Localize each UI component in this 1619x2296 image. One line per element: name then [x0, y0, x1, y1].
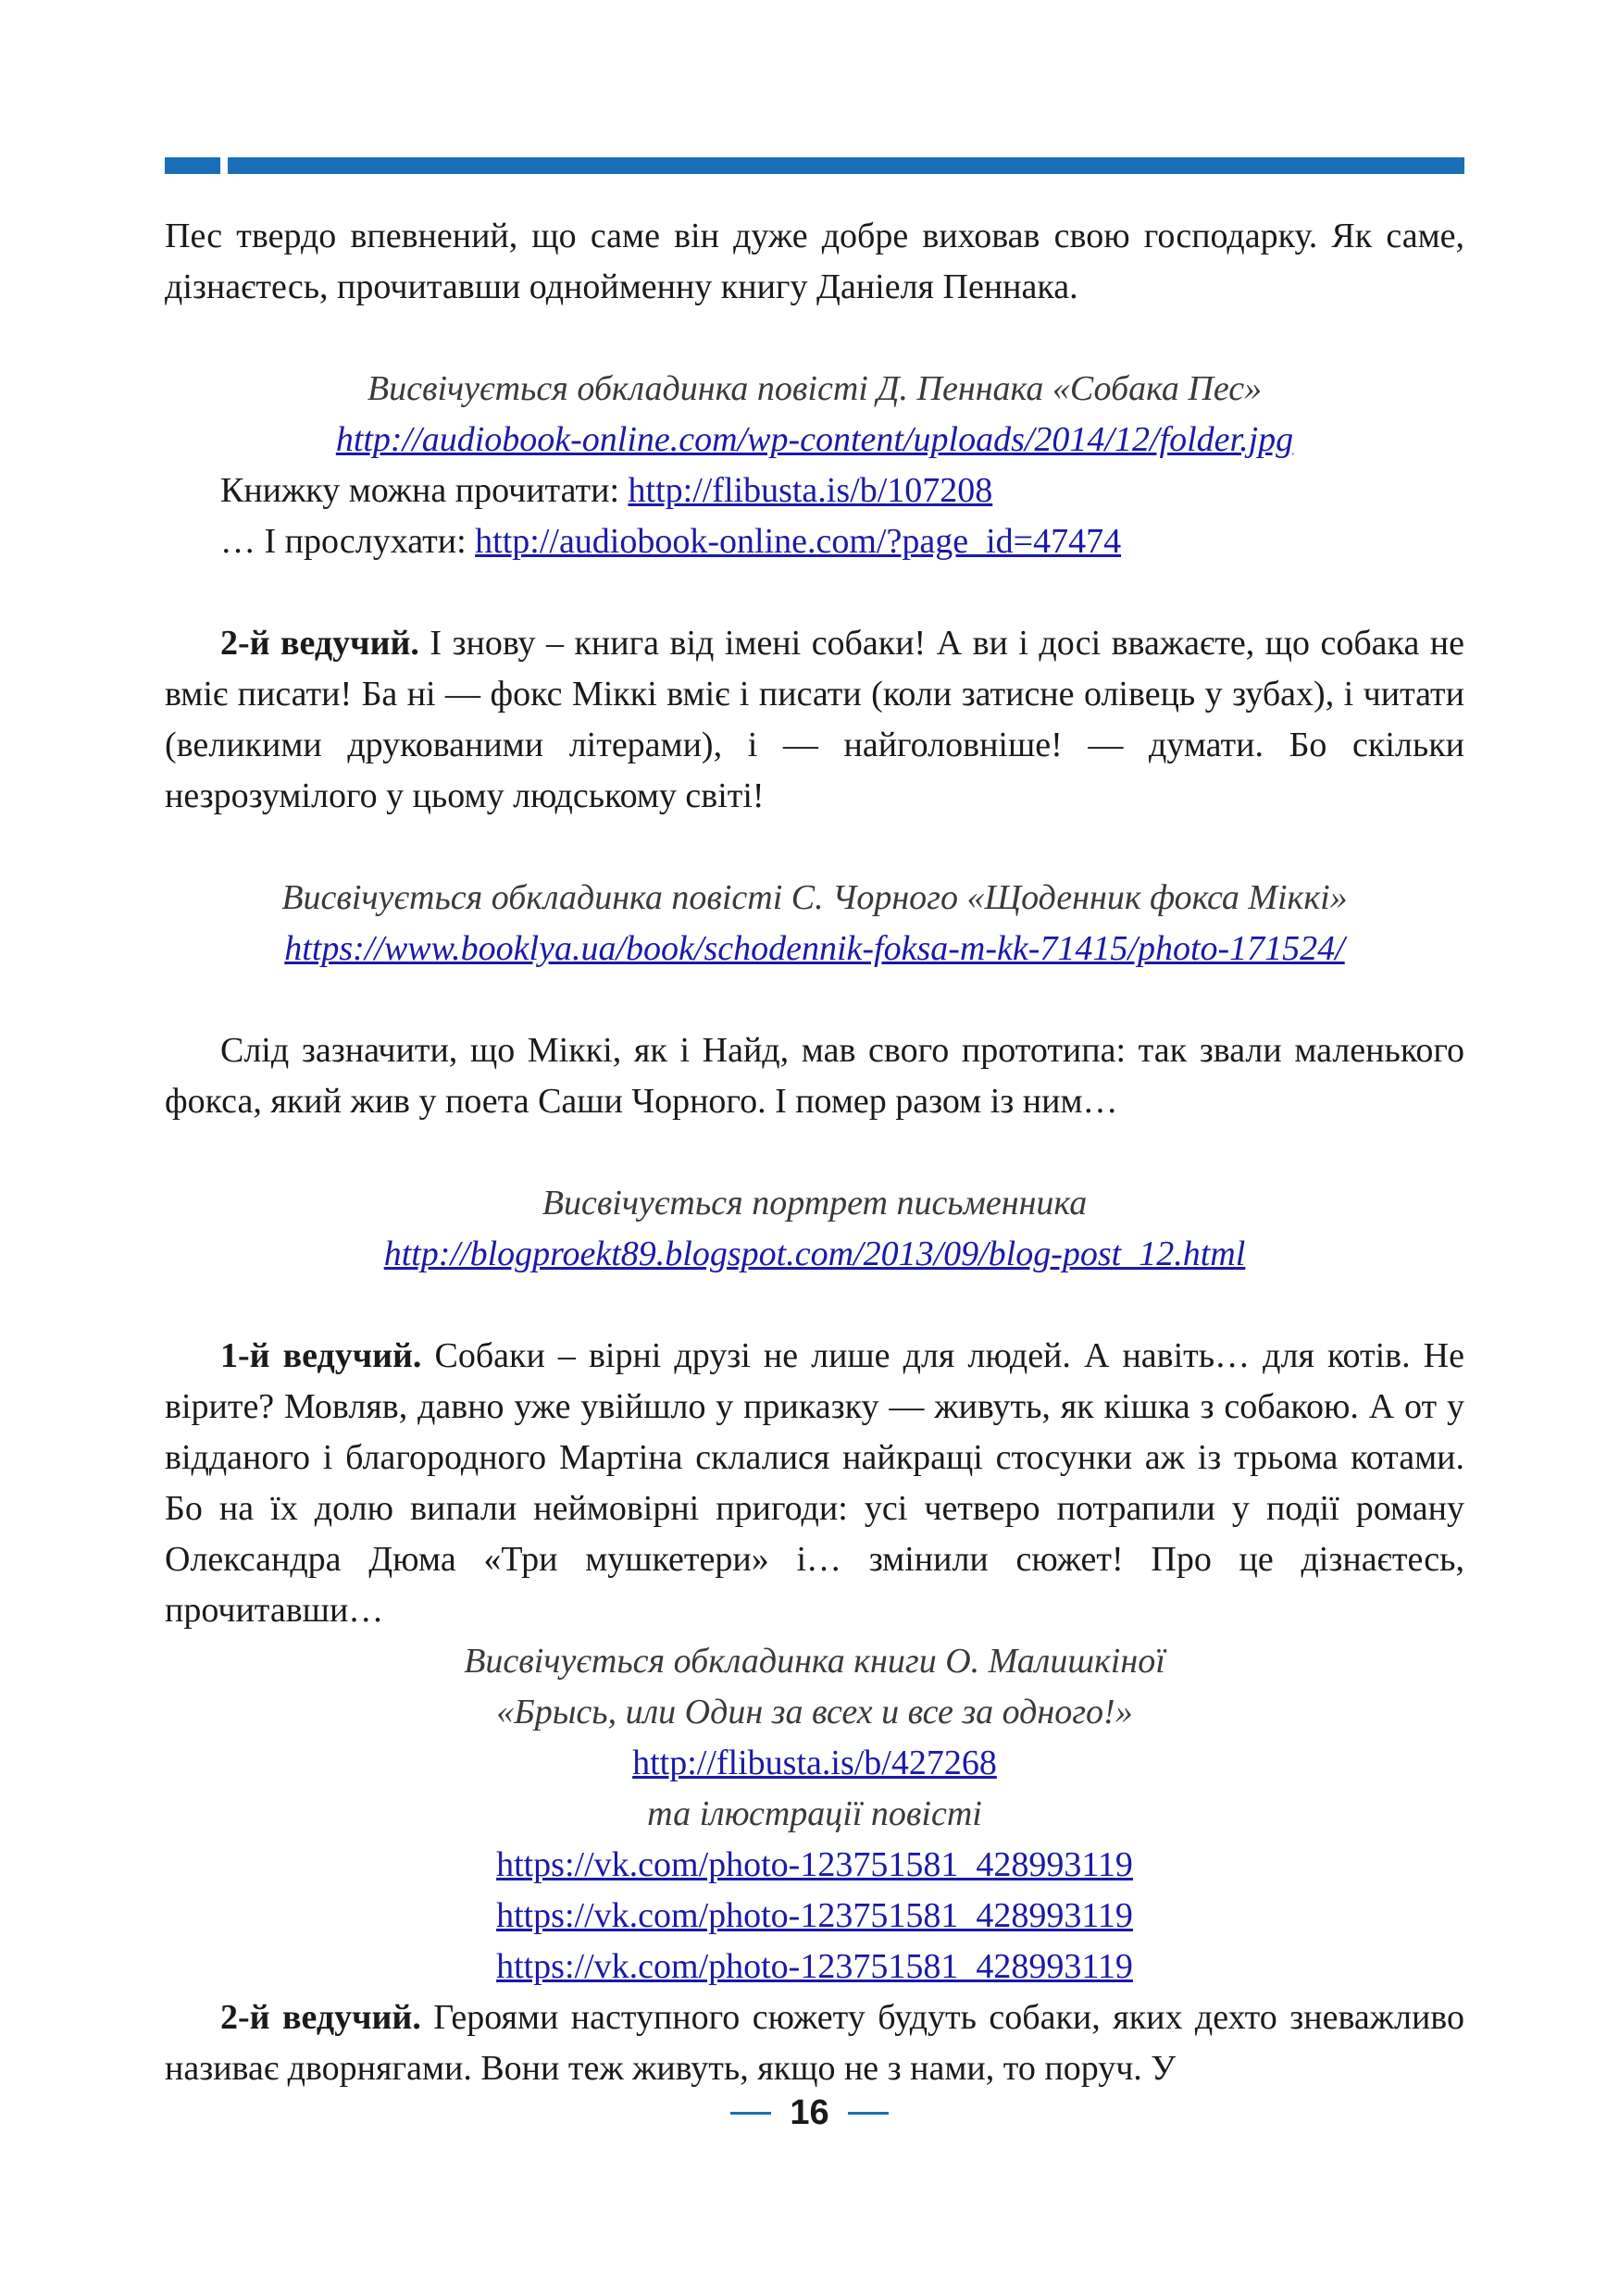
speaker-label-2b: 2-й ведучий.	[220, 1998, 421, 2037]
page-number: 16	[790, 2093, 829, 2132]
link-cover-2[interactable]: https://www.booklya.ua/book/schodennik-foksa-m-kk-71415/photo-171524/	[284, 929, 1345, 968]
listen-label: … І прослухати:	[220, 522, 476, 561]
illustrations-note: та ілюстрації повісті	[647, 1794, 982, 1833]
speaker-label-1: 1-й ведучий.	[220, 1336, 422, 1375]
paragraph-2	[165, 618, 1464, 822]
cover-note-1: Висвічується обкладинка повісті Д. Пеннака «Собака Пес»	[367, 369, 1263, 408]
page-content	[165, 211, 1464, 2094]
link-listen[interactable]: http://audiobook-online.com/?page_id=47474	[475, 522, 1122, 561]
header-bar-right	[228, 157, 1464, 174]
link-vk-1[interactable]: https://vk.com/photo-123751581_428993119	[496, 1845, 1133, 1884]
read-label: Книжку можна прочитати:	[220, 471, 629, 510]
link-cover-1[interactable]: http://audiobook-online.com/wp-content/uploads/2014/12/folder.jpg	[335, 420, 1294, 459]
portrait-note: Висвічується портрет письменника	[542, 1184, 1088, 1222]
footer-dash-left	[730, 2112, 771, 2115]
paragraph-1: Пес твердо впевнений, що саме він дуже добре виховав свою господарку. Як саме, дізнаєтесь, прочитавши однойменну книгу Даніеля Пеннака.	[165, 217, 1464, 306]
link-book-4[interactable]: http://flibusta.is/b/427268	[632, 1744, 997, 1782]
page-footer	[0, 2093, 1619, 2133]
cover-note-4a: Висвічується обкладинка книги О. Малишкіної	[464, 1642, 1165, 1681]
paragraph-3: Слід зазначити, що Міккі, як і Найд, мав свого прототипа: так звали маленького фокса, який жив у поета Саши Чорного. І помер разом із ним…	[165, 1031, 1464, 1121]
paragraph-5	[165, 1992, 1464, 2094]
footer-dash-right	[848, 2112, 889, 2115]
read-line	[165, 465, 1464, 516]
listen-line	[165, 516, 1464, 567]
cover-note-4b: «Брысь, или Один за всех и все за одного!»	[496, 1693, 1133, 1731]
paragraph-4-text: Собаки – вірні друзі не лише для людей. А навіть… для котів. Не вірите? Мовляв, давно уже увійшло у приказку — живуть, як кішка з собакою. А от у відданого і благородного Мартіна склалися найкращі стосунки аж із трьома котами. Бо на їх долю випали неймовірні пригоди: усі четверо потрапили у події роману Олександра Дюма «Три мушкетери» і… змінили сюжет! Про це дізнаєтесь, прочитавши…	[165, 1336, 1464, 1630]
paragraph-5-text: Героями наступного сюжету будуть собаки, яких дехто зневажливо називає дворнягами. Вони теж живуть, якщо не з нами, то поруч. У	[165, 1998, 1464, 2088]
link-portrait[interactable]: http://blogproekt89.blogspot.com/2013/09/blog-post_12.html	[383, 1235, 1246, 1273]
paragraph-2-text: І знову – книга від імені собаки! А ви і досі вважаєте, що собака не вміє писати! Ба ні — фокс Міккі вміє і писати (коли затисне олівець у зубах), і читати (великими друкованими літерами), і — найголовніше! — думати. Бо скільки незрозумілого у цьому людському світі!	[165, 624, 1464, 815]
header-bar-left	[165, 157, 220, 174]
cover-note-2: Висвічується обкладинка повісті С. Чорного «Щоденник фокса Міккі»	[281, 878, 1348, 917]
speaker-label-2: 2-й ведучий.	[220, 624, 419, 663]
link-vk-3[interactable]: https://vk.com/photo-123751581_428993119	[496, 1947, 1133, 1986]
link-vk-2[interactable]: https://vk.com/photo-123751581_428993119	[496, 1896, 1133, 1935]
link-read[interactable]: http://flibusta.is/b/107208	[628, 471, 993, 510]
paragraph-4	[165, 1331, 1464, 1636]
